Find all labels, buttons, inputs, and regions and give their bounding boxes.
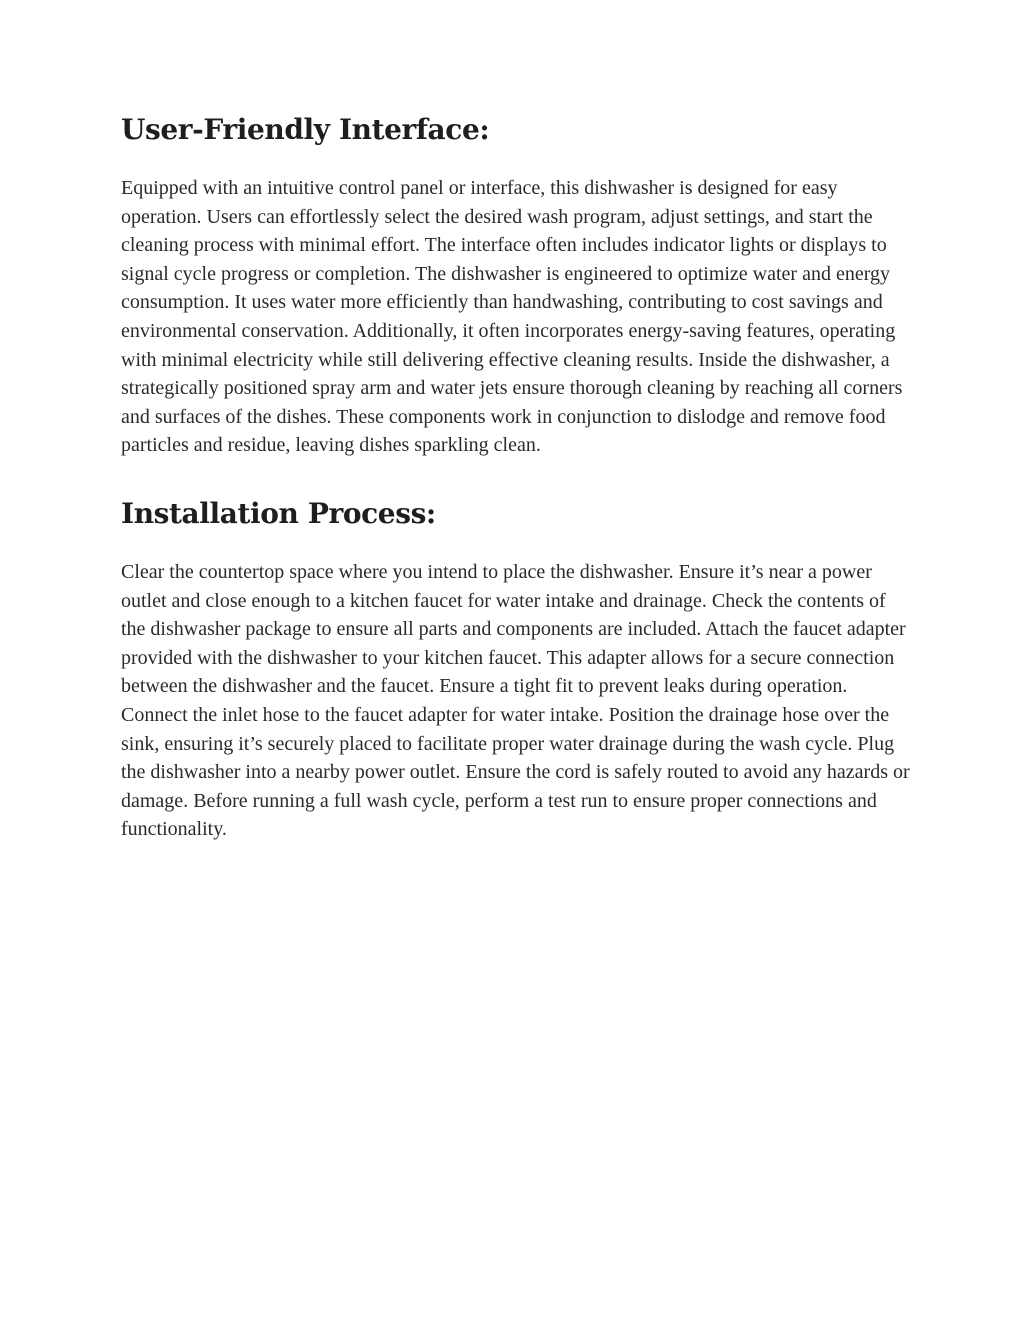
section-heading: User-Friendly Interface: <box>121 113 490 146</box>
section-heading: Installation Process: <box>121 496 436 530</box>
section-installation-process <box>121 496 911 844</box>
section-body: Equipped with an intuitive control panel or interface, this dishwasher is designed for easy operation. Users can effortlessly select the desired wash program, adjust settings, and start the cleaning process with minimal effort. The interface often includes indicator lights or displays to signal cycle progress or completion. The dishwasher is engineered to optimize water and energy consumption. It uses water more efficiently than handwashing, contributing to cost savings and environmental conservation. Additionally, it often incorporates energy-saving features, operating with minimal electricity while still delivering effective cleaning results. Inside the dishwasher, a strategically positioned spray arm and water jets ensure thorough cleaning by reaching all corners and surfaces of the dishes. These components work in conjunction to dislodge and remove food particles and residue, leaving dishes sparkling clean. <box>121 177 903 457</box>
document-page <box>121 112 911 844</box>
section-body: Clear the countertop space where you intend to place the dishwasher. Ensure it’s near a power outlet and close enough to a kitchen faucet for water intake and drainage. Check the contents of the dishwasher package to ensure all parts and components are included. Attach the faucet adapter provided with the dishwasher to your kitchen faucet. This adapter allows for a secure connection between the dishwasher and the faucet. Ensure a tight fit to prevent leaks during operation. Connect the inlet hose to the faucet adapter for water intake. Position the drainage hose over the sink, ensuring it’s securely placed to facilitate proper water drainage during the wash cycle. Plug the dishwasher into a nearby power outlet. Ensure the cord is safely routed to avoid any hazards or damage. Before running a full wash cycle, perform a test run to ensure proper connections and functionality. <box>121 560 910 841</box>
section-user-friendly-interface <box>121 112 911 460</box>
